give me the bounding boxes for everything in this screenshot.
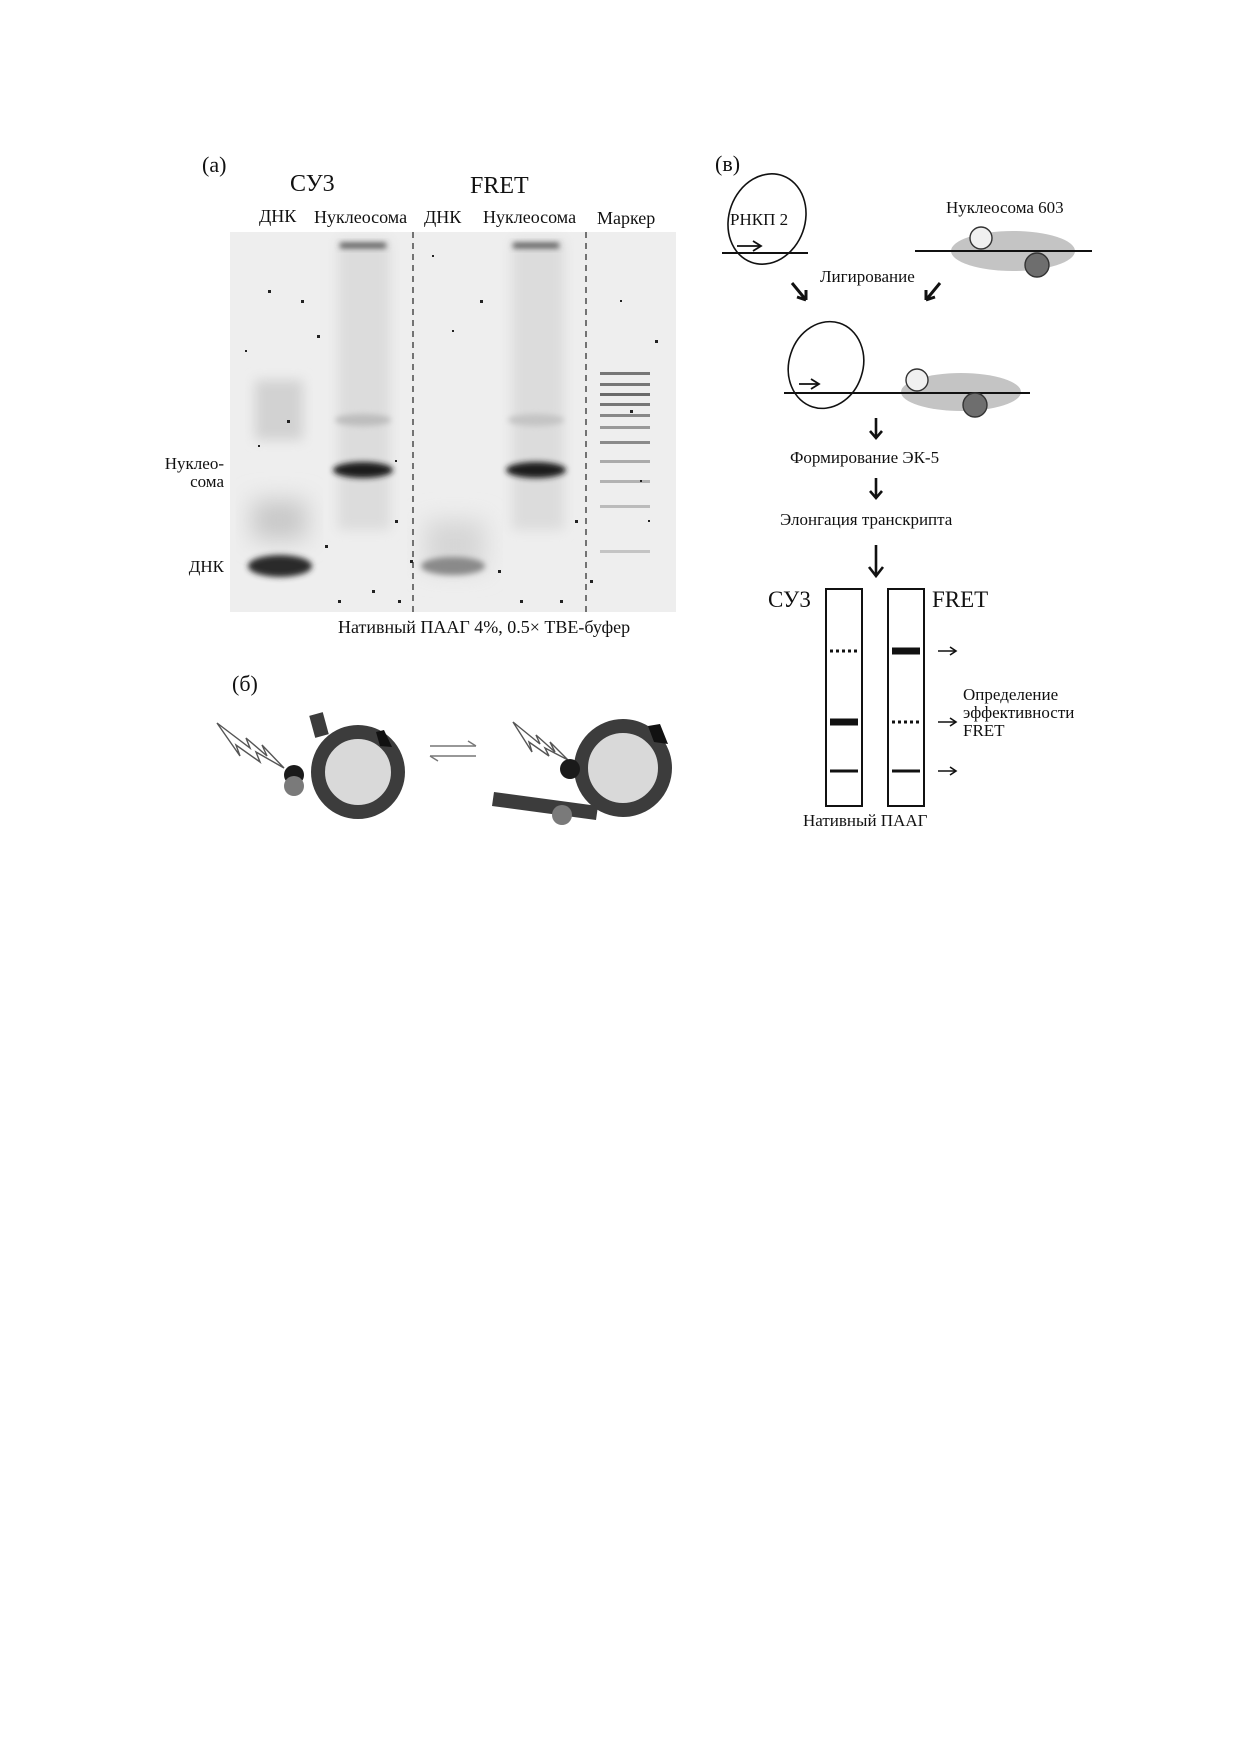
faint-band — [508, 414, 564, 426]
lane-smear — [512, 240, 564, 530]
side-label-dna: ДНК — [188, 557, 224, 576]
group-label-fret: FRET — [470, 173, 529, 199]
panel-b-label: (б) — [232, 671, 258, 696]
schematic-gel-label-su3: СУ3 — [768, 587, 811, 612]
lane-smear — [255, 380, 303, 440]
panel-a-label: (а) — [202, 152, 227, 177]
lane-label-marker: Маркер — [597, 208, 656, 228]
gel-image — [230, 232, 676, 612]
lane-label-dna: ДНК — [424, 207, 462, 227]
gel-well — [340, 243, 386, 248]
fret-note-line-0: Определение — [963, 685, 1059, 704]
donor-dye — [970, 227, 992, 249]
fret-note-line-1: FRET — [963, 721, 1005, 740]
acceptor-dye — [963, 393, 987, 417]
step-ligation: Лигирование — [820, 267, 915, 286]
step-ec5: Формирование ЭК-5 — [790, 448, 940, 467]
donor-dye — [560, 759, 580, 779]
acceptor-dye-2 — [552, 805, 572, 825]
schematic-gel-lane — [888, 589, 924, 806]
panel-c-label: (в) — [715, 151, 741, 176]
gel-caption: Нативный ПААГ 4%, 0.5× TBE-буфер — [338, 617, 631, 637]
fret-note-line-1b: эффективности — [963, 703, 1075, 722]
dna-band — [248, 555, 312, 577]
lane-label-nucleosome: Нуклеосома — [483, 207, 577, 227]
nucleosome-band — [506, 462, 566, 478]
fret-schematic — [217, 714, 668, 825]
dna-end — [316, 714, 322, 736]
nucleosome-band — [333, 462, 393, 478]
histone-core — [581, 726, 665, 810]
gel-well — [513, 243, 559, 248]
lane-label-nucleosome: Нуклеосома — [314, 207, 408, 227]
acceptor-dye-2 — [284, 776, 304, 796]
schematic-gel-caption: Нативный ПААГ — [803, 811, 928, 830]
lane-smear — [338, 240, 390, 530]
lane-smear — [252, 500, 307, 540]
lightning-icon — [217, 723, 284, 768]
dna-band — [421, 557, 485, 575]
schematic-gel-label-fret: FRET — [932, 587, 989, 612]
side-label-nucleosome: Нуклео- сома — [164, 454, 224, 491]
step-elongation: Элонгация транскрипта — [780, 510, 953, 529]
lightning-icon — [513, 722, 568, 760]
schematic-gel-lane — [826, 589, 862, 806]
group-label-su3: СУ3 — [290, 171, 335, 197]
acceptor-dye — [1025, 253, 1049, 277]
lane-label-dna: ДНК — [259, 206, 297, 226]
polymerase-ellipse — [777, 312, 875, 419]
polymerase-label: РНКП 2 — [730, 210, 789, 229]
faint-band — [335, 414, 391, 426]
dna-end — [492, 792, 598, 820]
nucleosome-603-label: Нуклеосома 603 — [946, 198, 1064, 217]
donor-dye — [906, 369, 928, 391]
